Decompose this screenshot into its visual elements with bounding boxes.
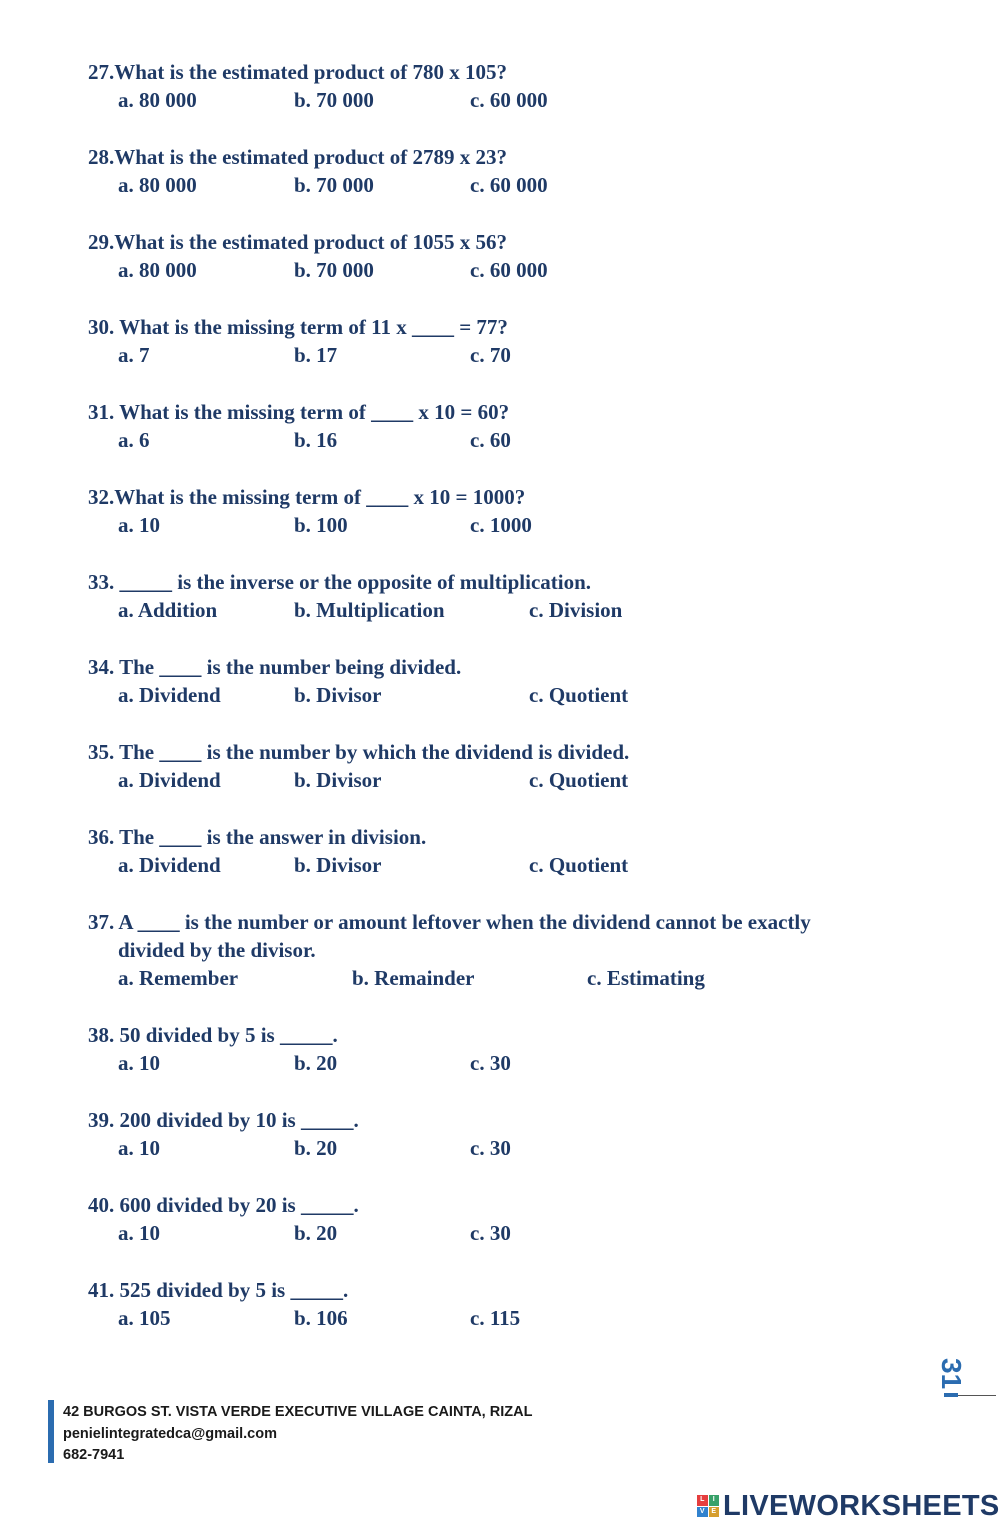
question-text: 30. What is the missing term of 11 x ____ = 77? (88, 315, 508, 339)
option-a[interactable]: a. 10 (118, 513, 160, 537)
logo-letter: I (709, 1495, 720, 1506)
option-b[interactable]: b. 70 000 (294, 258, 374, 282)
page-number-rule (958, 1395, 996, 1396)
question-text: 40. 600 divided by 20 is _____. (88, 1193, 359, 1217)
options-row (88, 171, 548, 199)
question-text: 28.What is the estimated product of 2789 x 23? (88, 145, 508, 169)
option-a[interactable]: a. 80 000 (118, 173, 197, 197)
option-c[interactable]: c. 60 000 (470, 88, 548, 112)
option-a[interactable]: a. 80 000 (118, 258, 197, 282)
options-row (88, 964, 811, 992)
option-b[interactable]: b. 100 (294, 513, 348, 537)
options-row (88, 1049, 511, 1077)
option-a[interactable]: a. Remember (118, 966, 239, 990)
question-text: 31. What is the missing term of ____ x 10 = 60? (88, 400, 510, 424)
question-text: 37. A ____ is the number or amount leftover when the dividend cannot be exactly (88, 910, 811, 934)
options-row (88, 511, 532, 539)
option-b[interactable]: b. Divisor (294, 683, 382, 707)
options-row (88, 1304, 521, 1332)
option-b[interactable]: b. 70 000 (294, 88, 374, 112)
question-38 (88, 1021, 511, 1077)
option-a[interactable]: a. Dividend (118, 683, 221, 707)
question-39 (88, 1106, 511, 1162)
options-row (88, 1219, 511, 1247)
options-row (88, 86, 548, 114)
option-c[interactable]: c. 70 (470, 343, 511, 367)
footer-email: penielintegratedca@gmail.com (63, 1425, 277, 1442)
option-b[interactable]: b. Remainder (352, 966, 475, 990)
question-text: 34. The ____ is the number being divided. (88, 655, 462, 679)
liveworksheets-icon (697, 1495, 719, 1517)
question-text: 39. 200 divided by 10 is _____. (88, 1108, 359, 1132)
question-27 (88, 58, 548, 114)
question-33 (88, 568, 623, 624)
options-row (88, 681, 629, 709)
question-32 (88, 483, 532, 539)
option-b[interactable]: b. Multiplication (294, 598, 445, 622)
question-text: 27.What is the estimated product of 780 x 105? (88, 60, 508, 84)
option-a[interactable]: a. Dividend (118, 768, 221, 792)
options-row (88, 766, 629, 794)
question-text: 35. The ____ is the number by which the dividend is divided. (88, 740, 630, 764)
option-c[interactable]: c. Quotient (529, 683, 629, 707)
option-b[interactable]: b. 16 (294, 428, 338, 452)
question-34 (88, 653, 629, 709)
liveworksheets-logo[interactable] (697, 1488, 1000, 1524)
options-row (88, 851, 629, 879)
question-text: 41. 525 divided by 5 is _____. (88, 1278, 349, 1302)
question-text: 33. _____ is the inverse or the opposite of multiplication. (88, 570, 592, 594)
options-row (88, 596, 623, 624)
option-b[interactable]: b. 20 (294, 1051, 338, 1075)
question-36 (88, 823, 629, 879)
option-c[interactable]: c. Quotient (529, 768, 629, 792)
option-a[interactable]: a. 10 (118, 1136, 160, 1160)
question-text-continued: divided by the divisor. (118, 938, 316, 962)
option-b[interactable]: b. Divisor (294, 768, 382, 792)
option-c[interactable]: c. Division (529, 598, 623, 622)
option-c[interactable]: c. 115 (470, 1306, 521, 1330)
options-row (88, 426, 509, 454)
page-number: 31 (936, 1358, 967, 1390)
option-c[interactable]: c. 60 000 (470, 173, 548, 197)
footer-phone: 682-7941 (63, 1447, 125, 1463)
logo-letter: L (697, 1495, 708, 1506)
question-28 (88, 143, 548, 199)
options-row (88, 1134, 511, 1162)
question-35 (88, 738, 629, 794)
option-a[interactable]: a. 105 (118, 1306, 171, 1330)
option-c[interactable]: c. Quotient (529, 853, 629, 877)
option-a[interactable]: a. 10 (118, 1221, 160, 1245)
question-text: 36. The ____ is the answer in division. (88, 825, 427, 849)
question-30 (88, 313, 511, 369)
option-c[interactable]: c. 1000 (470, 513, 532, 537)
logo-letter: E (709, 1507, 720, 1518)
option-a[interactable]: a. 6 (118, 428, 150, 452)
question-text: 38. 50 divided by 5 is _____. (88, 1023, 338, 1047)
footer-accent-bar (48, 1400, 54, 1463)
option-c[interactable]: c. 30 (470, 1136, 511, 1160)
option-c[interactable]: c. Estimating (587, 966, 705, 990)
option-a[interactable]: a. 7 (118, 343, 150, 367)
logo-letter: V (697, 1507, 708, 1518)
option-c[interactable]: c. 30 (470, 1051, 511, 1075)
option-a[interactable]: a. Dividend (118, 853, 221, 877)
option-b[interactable]: b. 17 (294, 343, 338, 367)
option-b[interactable]: b. 70 000 (294, 173, 374, 197)
option-c[interactable]: c. 60 (470, 428, 511, 452)
question-40 (88, 1191, 511, 1247)
option-a[interactable]: a. 80 000 (118, 88, 197, 112)
page-number-accent (944, 1393, 958, 1397)
footer (63, 1402, 532, 1467)
option-b[interactable]: b. Divisor (294, 853, 382, 877)
question-29 (88, 228, 548, 284)
option-b[interactable]: b. 20 (294, 1221, 338, 1245)
options-row (88, 256, 548, 284)
question-41 (88, 1276, 521, 1332)
liveworksheets-text: LIVEWORKSHEETS (723, 1489, 1000, 1522)
question-31 (88, 398, 509, 454)
option-a[interactable]: a. 10 (118, 1051, 160, 1075)
options-row (88, 341, 511, 369)
question-text: 29.What is the estimated product of 1055 x 56? (88, 230, 508, 254)
question-text: 32.What is the missing term of ____ x 10 = 1000? (88, 485, 526, 509)
option-b[interactable]: b. 106 (294, 1306, 348, 1330)
option-c[interactable]: c. 30 (470, 1221, 511, 1245)
option-c[interactable]: c. 60 000 (470, 258, 548, 282)
option-a[interactable]: a. Addition (118, 598, 218, 622)
footer-address: 42 BURGOS ST. VISTA VERDE EXECUTIVE VILLAGE CAINTA, RIZAL (63, 1404, 533, 1420)
question-37 (88, 908, 811, 992)
option-b[interactable]: b. 20 (294, 1136, 338, 1160)
